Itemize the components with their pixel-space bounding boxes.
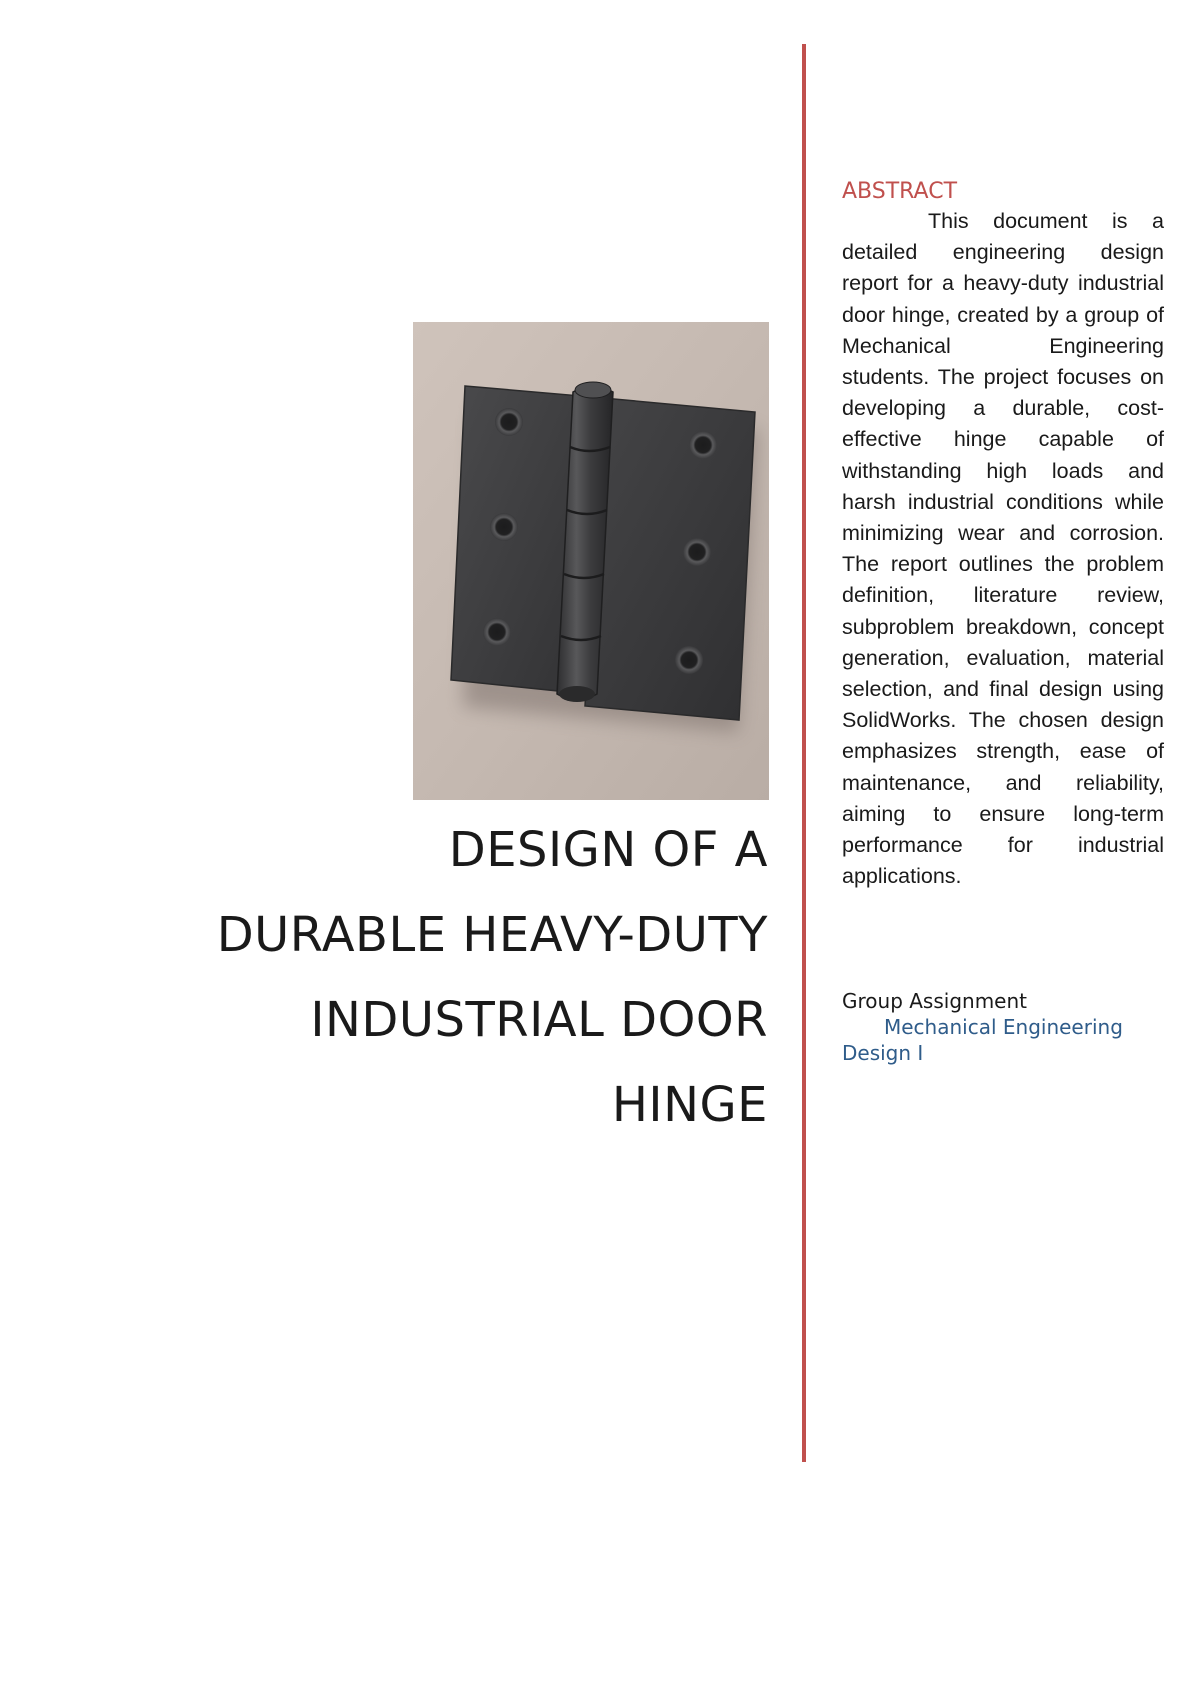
- abstract-body: This document is a detailed engineering design report for a heavy-duty industrial door hinge, created by a group of Mechanical Engineering students. The project focuses on developing a durable, cost-effective hinge capable of withstanding high loads and harsh industrial conditions while minimizing wear and corrosion. The report outlines the problem definition, literature review, subproblem breakdown, concept generation, evaluation, material selection, and final design using SolidWorks. The chosen design emphasizes strength, ease of maintenance, and reliability, aiming to ensure long-term performance for industrial applications.: [842, 209, 1164, 889]
- title-line-3: INDUSTRIAL DOOR: [310, 992, 768, 1048]
- abstract-heading: ABSTRACT: [842, 179, 958, 204]
- title-line-4: HINGE: [611, 1077, 768, 1133]
- vertical-divider: [802, 44, 806, 1462]
- hinge-photo: [413, 322, 769, 800]
- group-assignment-label: Group Assignment: [842, 989, 1027, 1013]
- document-title: [90, 808, 768, 1148]
- title-line-1: DESIGN OF A: [448, 822, 768, 878]
- course-name: Mechanical Engineering Design I: [842, 1015, 1123, 1065]
- title-line-2: DURABLE HEAVY-DUTY: [216, 907, 768, 963]
